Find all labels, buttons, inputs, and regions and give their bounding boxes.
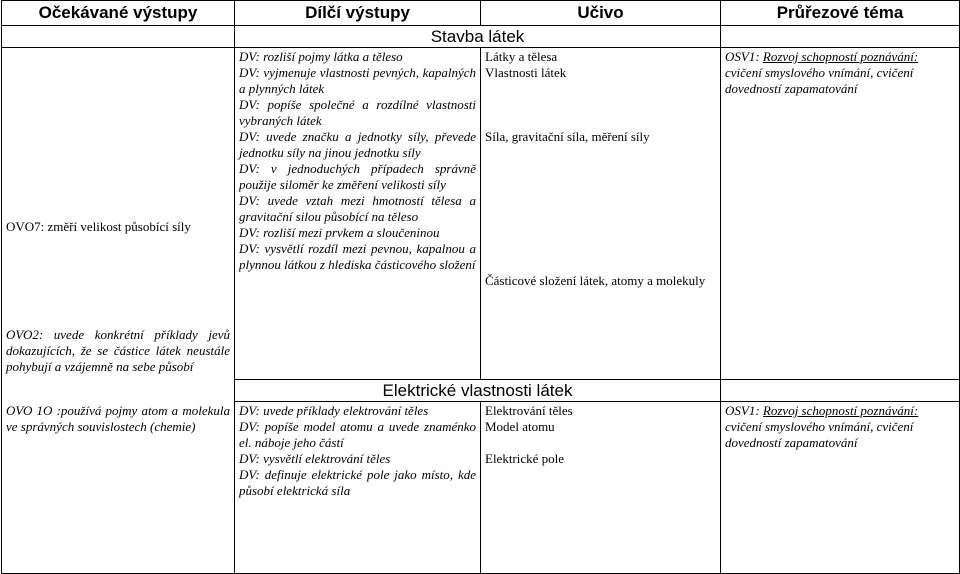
output-ovo7: OVO7: změří velikost působící síly xyxy=(6,219,191,234)
expected-outputs-cell xyxy=(2,48,235,574)
curriculum-item: Elektrické pole xyxy=(485,451,565,466)
partial-item: DV: vysvětlí elektrování těles xyxy=(239,451,391,466)
partial-item: DV: uvede vztah mezi hmotností tělesa a gravitační silou působící na těleso xyxy=(239,193,476,224)
curriculum-item: Elektrování těles xyxy=(485,403,573,418)
header-curriculum: Učivo xyxy=(481,1,721,26)
partial-item: DV: uvede značku a jednotky síly, převede jednotku síly na jinou jednotku síly xyxy=(239,129,476,160)
curriculum-item: Látky a tělesa xyxy=(485,49,558,64)
section-title: Stavba látek xyxy=(235,26,721,48)
partial-item: DV: definuje elektrické pole jako místo, kde působí elektrická síla xyxy=(239,467,476,498)
cross-topic: Rozvoj schopností poznávání: xyxy=(762,49,919,64)
header-partial-outputs: Dílčí výstupy xyxy=(235,1,481,26)
curriculum-table xyxy=(1,0,960,574)
curriculum-item: Model atomu xyxy=(485,419,555,434)
cross-topic: Rozvoj schopností poznávání: xyxy=(762,403,919,418)
curriculum-cell xyxy=(481,48,721,380)
partial-outputs-cell xyxy=(235,402,481,574)
cross-code: OSV1: xyxy=(725,49,760,64)
partial-item: DV: rozliší mezi prvkem a sloučeninou xyxy=(239,225,440,240)
cross-code: OSV1: xyxy=(725,403,760,418)
header-row xyxy=(2,1,960,26)
partial-item: DV: uvede příklady elektrování těles xyxy=(239,403,429,418)
partial-item: DV: v jednoduchých případech správně použije siloměr ke změření velikosti síly xyxy=(239,161,476,192)
partial-outputs-cell xyxy=(235,48,481,380)
curriculum-item: Vlastnosti látek xyxy=(485,65,567,80)
cross-text: cvičení smyslového vnímání, cvičení dovedností zapamatování xyxy=(725,65,914,96)
header-expected-outputs: Očekávané výstupy xyxy=(2,1,235,26)
curriculum-item: Síla, gravitační síla, měření síly xyxy=(485,129,650,144)
header-cross-topic: Průřezové téma xyxy=(721,1,960,26)
output-ovo2: OVO2: uvede konkrétní příklady jevů dokazujících, že se částice látek neustále pohybují a vzájemně na sebe působí xyxy=(6,327,230,374)
partial-item: DV: popíše společné a rozdílné vlastnosti vybraných látek xyxy=(239,97,476,128)
output-ovo10: OVO 1O :používá pojmy atom a molekula ve správných souvislostech (chemie) xyxy=(6,403,230,434)
curriculum-item: Částicové složení látek, atomy a molekuly xyxy=(485,273,706,288)
section-title: Elektrické vlastnosti látek xyxy=(235,380,721,402)
section-content-row xyxy=(2,48,960,380)
curriculum-cell xyxy=(481,402,721,574)
cross-topic-cell xyxy=(721,402,960,574)
section-title-row xyxy=(2,26,960,48)
partial-item: DV: vysvětlí rozdíl mezi pevnou, kapalnou a plynnou látkou z hlediska částicového složení xyxy=(239,241,476,272)
cross-topic-cell xyxy=(721,48,960,380)
partial-item: DV: vyjmenuje vlastnosti pevných, kapalných a plynných látek xyxy=(239,65,476,96)
partial-item: DV: rozliší pojmy látka a těleso xyxy=(239,49,403,64)
cross-text: cvičení smyslového vnímání, cvičení dovedností zapamatování xyxy=(725,419,914,450)
partial-item: DV: popíše model atomu a uvede znaménko el. náboje jeho částí xyxy=(239,419,476,450)
